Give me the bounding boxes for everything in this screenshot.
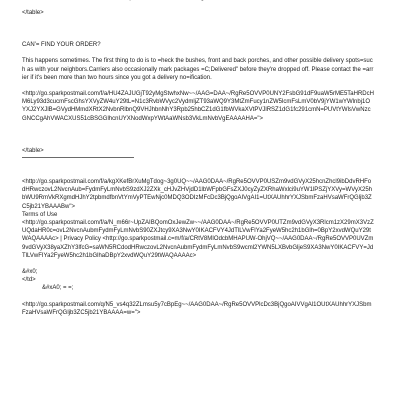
terms-privacy-links[interactable]: <http://go.sparkpostmail.com/f/a/N_m66r~UpZAIBQomOxJewZw~~/AAG0DAA~/RgRe5OVVP0UTZm9vdGVyX3Rlcm1zX29mX3VzZUQdaHR0c=ovL2NvcnAubmFydmFyLmNvbS90ZXJtcy9XA3NwY0IKACFVY4JdTlLVwFIYa2FyeW5hc2h1bGlh=0BpY2xvdWQuY29tWAQAAAAc> | Privacy Policy <http://go.sparkpostmail.c=m/f/a/CRtV8MIOdcbMHAPUW-OhjVQ~~/AAG0DAA~/RgRe5OVVP0UVZm9vdGVyX38yaXZhY3lfcG=saWN5RCdodHRwczovL2NvcnAubmFydmFyLmNvbS9wcml2YWN5LXBvbGljeS9XA3NwY0IKACFVY=JdTlLVwFIYa2FyeW5hc2h1bGlhaDBpY2xvdWQuY29tWAQAAAAc>	[22, 220, 374, 259]
td-close-tag: </td>	[22, 277, 36, 284]
email-source-document	[22, 0, 374, 317]
entity-line: &#x0;	[22, 269, 38, 276]
table-close-tag: </table>	[22, 10, 44, 16]
tracking-link-open[interactable]: <http://go.sparkpostmail.com/q/N5_vs4q32ZLmsu5y7cBpEg~~/AAG0DAA~/RgRe5OVVPlcDc3BjQgoAIVVgAl1OUtXAUhhrYXJSbmFzaHVsaWFrQGljb3ZC5jb21YBAAAA=w=">	[22, 301, 372, 316]
help-paragraph: This happens sometimes. The first thing to do is to =heck the bushes, front and back porches, and other possible delivery spots=such as with your neighbors.Carriers also occasionally mark packages =C;Delivered" before they're dropped off. Please contact the =arrier if it's been more than two hours since you got a delivery no=ification.	[22, 58, 374, 81]
nbsp-entity-line: &#xA0; = =;	[42, 285, 74, 292]
table-close-tag-2: </table>	[22, 147, 44, 154]
tracking-link-survey[interactable]: <http://go.sparkpostmail.com/f/a/kgXKefBrXuMgTdog~3g0UQ~~/AAG0DAA~/RgRe5OVVP0USZm9vdGVyX25hcnZhcl9ibDdvRHFodHRwczovL2NvcnAub=FydmFyLmNvbS9zdXJ2ZXk_cHJvZHVjdD1lbWFpbGFsZXJ0cyZyZXRhaWxlci9uYW1lPSZjYXVy=WVyX25hbWU9RmVkRXgmdHJhY2tpbmdfbnVtYmVyPTEwNjc0MDQ3ODIzMFcDc3BjQgoAIVgAI1=UtXAUhhrYXJSbmFzaHVsaWFrQGljb3ZC5jb21YBAAABw">	[22, 179, 372, 210]
tracking-link-customer-service[interactable]: <http://go.sparkpostmail.com/f/a/HU4ZAJUGjT92yMgStwhxNw~~/AAG=DAA~/RgRe5OVVP0UNY2FsbG91dF9uaW5rME5TaHRDcHM6Ly93d3cucmFscGhsYXVyZW4uY29tL=N1c3RvbWVyc2VydmljZT93aWQ9Y3MtZmFucy1nZW5lcmFsLmV0bV9jYW1wYWlnbj1OYXJ2YXJlB=GVydHMmdXRtX2NvbnRlbnQ9VHJhbnNhY3Rpb25hbCZ1dG1fbWVkaXVtPVJlRSZ1dG1fc291cmN=PUVtYWlsVwNzcGNCCgAhVWACXUS51cBSGGlhcnUYXNodWxpYWtAaWNsb3VkLmNvbVgEAAAAHA=">	[22, 91, 374, 122]
section-heading: CAN'= FIND YOUR ORDER?	[22, 42, 101, 49]
terms-label: Terms of Use	[22, 211, 58, 218]
